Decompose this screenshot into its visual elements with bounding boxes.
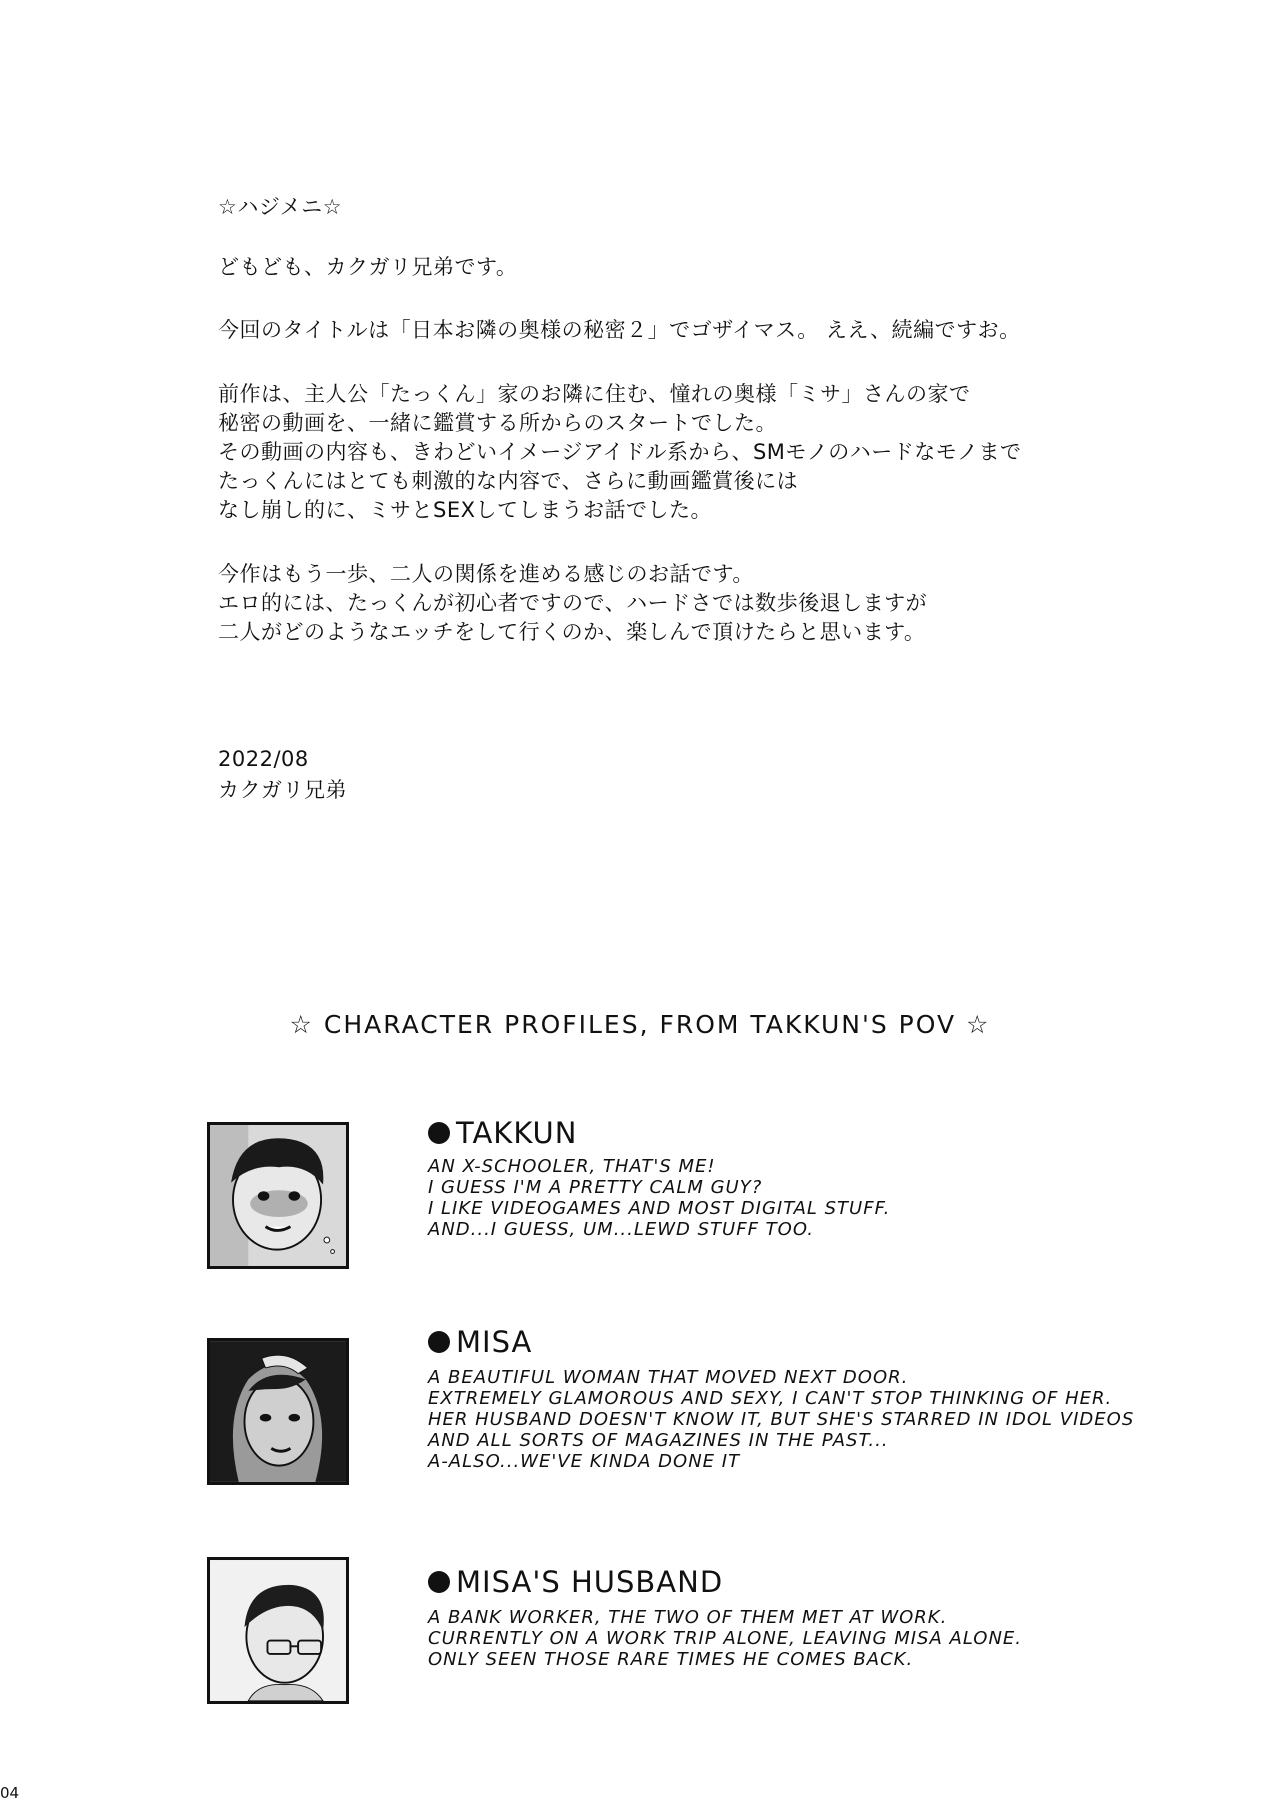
husband-portrait xyxy=(207,1557,349,1704)
intro-para2-line: エロ的には、たっくんが初心者ですので、ハードさでは数歩後退しますが xyxy=(218,591,928,615)
profile-desc-line: ONLY SEEN THOSE RARE TIMES HE COMES BACK. xyxy=(428,1649,914,1670)
profile-name-text: MISA xyxy=(456,1325,533,1359)
profile-name xyxy=(428,1116,577,1150)
intro-heading: ☆ハジメニ☆ xyxy=(218,195,343,219)
takkun-portrait-art xyxy=(210,1125,346,1266)
takkun-portrait xyxy=(207,1122,349,1269)
profile-desc-line: AND...I GUESS, UM...LEWD STUFF TOO. xyxy=(428,1219,814,1240)
page-number: 04 xyxy=(0,1784,20,1802)
intro-greeting: どもども、カクガリ兄弟です。 xyxy=(218,255,518,279)
intro-para1-line: 前作は、主人公「たっくん」家のお隣に住む、憧れの奥様「ミサ」さんの家で xyxy=(218,382,971,406)
intro-signature: カクガリ兄弟 xyxy=(218,778,347,802)
intro-para1-line: たっくんにはとても刺激的な内容で、さらに動画鑑賞後には xyxy=(218,469,799,493)
profile-name xyxy=(428,1325,532,1359)
profile-desc-line: AND ALL SORTS OF MAGAZINES IN THE PAST... xyxy=(428,1430,889,1451)
profile-desc-line: I LIKE VIDEOGAMES AND MOST DIGITAL STUFF. xyxy=(428,1198,891,1219)
bullet-icon xyxy=(428,1571,450,1593)
intro-date: 2022/08 xyxy=(218,747,309,771)
profile-desc-line: A BEAUTIFUL WOMAN THAT MOVED NEXT DOOR. xyxy=(428,1367,909,1388)
profile-desc-line: AN X-SCHOOLER, THAT'S ME! xyxy=(428,1156,716,1177)
profile-desc-line: A BANK WORKER, THE TWO OF THEM MET AT WORK. xyxy=(428,1607,948,1628)
misa-portrait xyxy=(207,1338,349,1485)
profile-name-text: TAKKUN xyxy=(456,1116,578,1150)
intro-para2-line: 今作はもう一歩、二人の関係を進める感じのお話です。 xyxy=(218,562,754,586)
bullet-icon xyxy=(428,1122,450,1144)
profiles-title: ☆ CHARACTER PROFILES, FROM TAKKUN'S POV ☆ xyxy=(289,1010,991,1039)
intro-para2-line: 二人がどのようなエッチをして行くのか、楽しんで頂けたらと思います。 xyxy=(218,620,926,644)
profile-desc-line: I GUESS I'M A PRETTY CALM GUY? xyxy=(428,1177,763,1198)
intro-para1-line: なし崩し的に、ミサとSEXしてしまうお話でした。 xyxy=(218,498,712,522)
profile-name xyxy=(428,1565,723,1599)
profile-desc-line: A-ALSO...WE'VE KINDA DONE IT xyxy=(428,1451,741,1472)
profile-desc-line: HER HUSBAND DOESN'T KNOW IT, BUT SHE'S STARRED IN IDOL VIDEOS xyxy=(428,1409,1135,1430)
profile-name-text: MISA'S HUSBAND xyxy=(456,1565,724,1599)
profile-desc-line: EXTREMELY GLAMOROUS AND SEXY, I CAN'T STOP THINKING OF HER. xyxy=(428,1388,1113,1409)
intro-para1-line: 秘密の動画を、一緒に鑑賞する所からのスタートでした。 xyxy=(218,411,777,435)
bullet-icon xyxy=(428,1331,450,1353)
intro-para1-line: その動画の内容も、きわどいイメージアイドル系から、SMモノのハードなモノまで xyxy=(218,440,1022,464)
intro-title-line: 今回のタイトルは「日本お隣の奥様の秘密２」でゴザイマス。 ええ、続編ですお。 xyxy=(218,318,1021,342)
misa-portrait-art xyxy=(210,1341,346,1482)
profile-desc-line: CURRENTLY ON A WORK TRIP ALONE, LEAVING MISA ALONE. xyxy=(428,1628,1023,1649)
husband-portrait-art xyxy=(210,1560,346,1701)
